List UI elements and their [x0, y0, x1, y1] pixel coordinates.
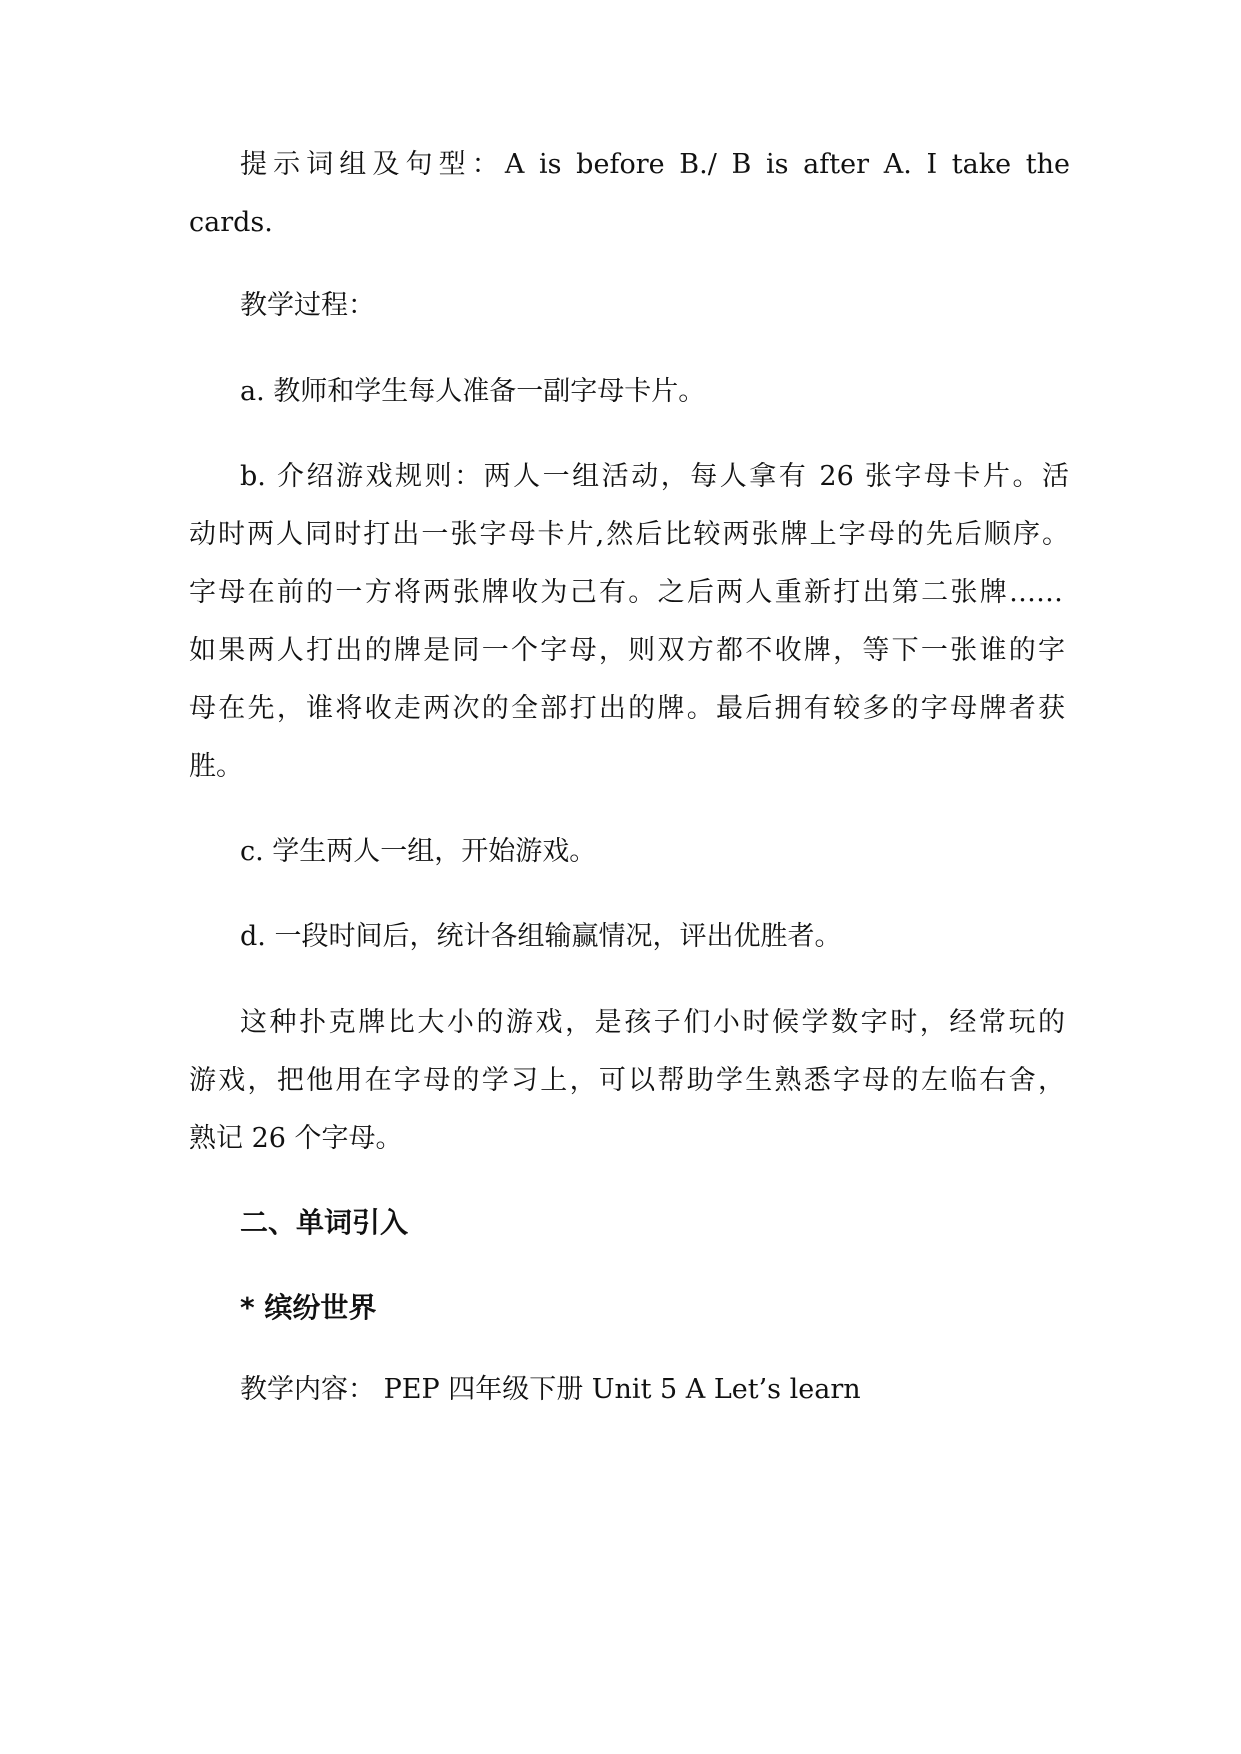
- process-heading: 教学过程：: [240, 290, 375, 321]
- step-d: d. 一段时间后，统计各组输赢情况，评出优胜者。: [240, 921, 842, 952]
- teaching-content-line: 教学内容： PEP 四年级下册 Unit 5 A Let’s learn: [240, 1374, 861, 1405]
- summary-line-3: 熟记 26 个字母。: [189, 1123, 403, 1154]
- step-c: c. 学生两人一组，开始游戏。: [240, 836, 597, 867]
- step-a: a. 教师和学生每人准备一副字母卡片。: [240, 376, 706, 407]
- summary-line-2: 游戏，把他用在字母的学习上，可以帮助学生熟悉字母的左临右舍，: [189, 1065, 1065, 1096]
- hint-line-2: cards.: [189, 207, 273, 238]
- hint-line-1: 提示词组及句型：A is before B./ B is after A. I take the: [240, 149, 1070, 180]
- step-b-line-3: 字母在前的一方将两张牌收为己有。之后两人重新打出第二张牌……: [189, 577, 1063, 608]
- summary-line-1: 这种扑克牌比大小的游戏，是孩子们小时候学数字时，经常玩的: [240, 1007, 1065, 1038]
- step-b-line-5: 母在先，谁将收走两次的全部打出的牌。最后拥有较多的字母牌者获: [189, 693, 1065, 724]
- section-heading: 二、单词引入: [240, 1206, 409, 1239]
- step-b-line-1: b. 介绍游戏规则：两人一组活动，每人拿有 26 张字母卡片。活: [240, 461, 1069, 492]
- subsection-heading: * 缤纷世界: [240, 1291, 377, 1324]
- step-b-line-4: 如果两人打出的牌是同一个字母，则双方都不收牌，等下一张谁的字: [189, 635, 1065, 666]
- step-b-line-6: 胜。: [189, 751, 243, 782]
- step-b-line-2: 动时两人同时打出一张字母卡片,然后比较两张牌上字母的先后顺序。: [189, 519, 1069, 550]
